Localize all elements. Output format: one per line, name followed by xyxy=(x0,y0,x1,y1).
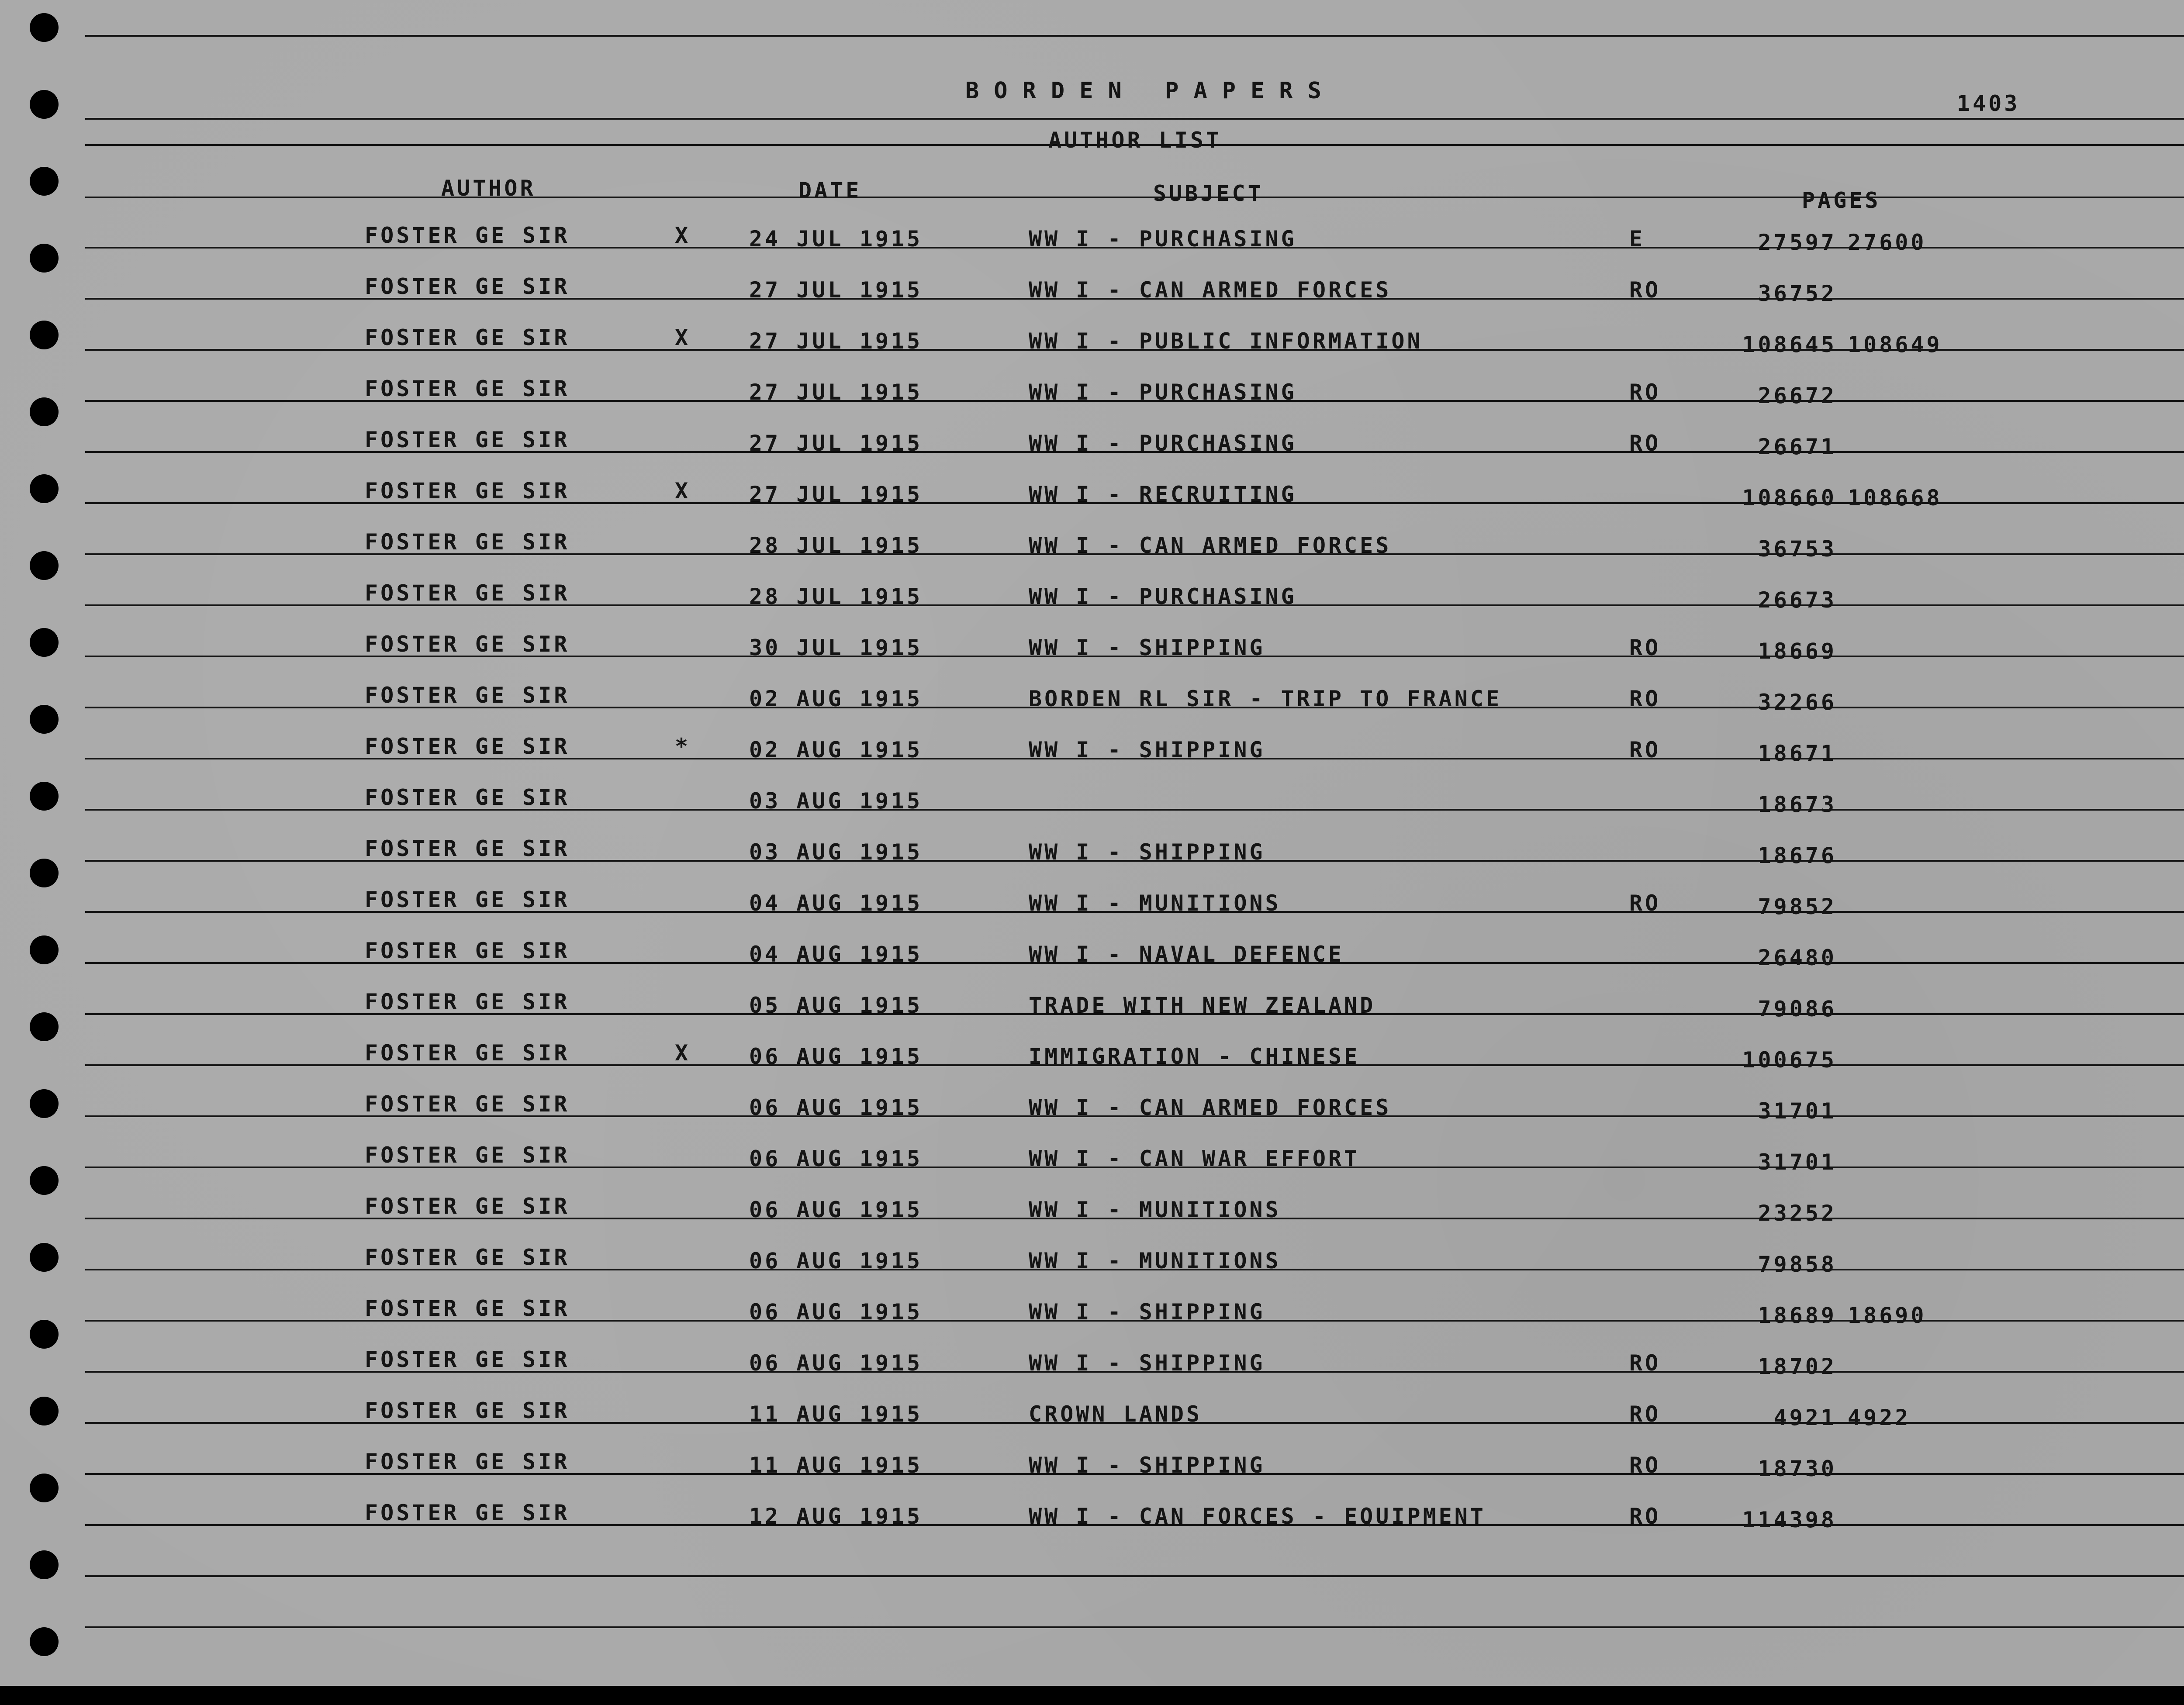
page-start-cell: 23252 xyxy=(1758,1201,1837,1226)
date-cell: 06 AUG 1915 xyxy=(749,1095,923,1120)
page-start-cell: 18676 xyxy=(1758,843,1837,868)
page-start-cell: 108645 xyxy=(1742,332,1837,357)
flag-cell: X xyxy=(675,223,691,248)
feed-hole xyxy=(30,551,59,580)
flag-cell: * xyxy=(675,734,691,759)
date-cell: 04 AUG 1915 xyxy=(749,942,923,967)
page-start-cell: 79858 xyxy=(1758,1252,1837,1277)
subject-cell: WW I - MUNITIONS xyxy=(1029,890,1281,916)
page-start-cell: 79086 xyxy=(1758,996,1837,1022)
page-start-cell: 114398 xyxy=(1742,1507,1837,1532)
page-end-cell: 27600 xyxy=(1848,230,1927,255)
author-cell: FOSTER GE SIR xyxy=(365,325,570,350)
date-cell: 27 JUL 1915 xyxy=(749,328,923,354)
date-cell: 02 AUG 1915 xyxy=(749,686,923,711)
subject-cell: WW I - NAVAL DEFENCE xyxy=(1029,942,1344,967)
column-header-author: AUTHOR xyxy=(441,176,536,201)
date-cell: 06 AUG 1915 xyxy=(749,1197,923,1222)
date-cell: 06 AUG 1915 xyxy=(749,1044,923,1069)
feed-hole xyxy=(30,1627,59,1656)
feed-hole xyxy=(30,935,59,964)
subject-cell: WW I - RECRUITING xyxy=(1029,482,1297,507)
page-start-cell: 18671 xyxy=(1758,741,1837,766)
page-start-cell: 26671 xyxy=(1758,434,1837,459)
author-cell: FOSTER GE SIR xyxy=(365,632,570,657)
code-cell: RO xyxy=(1629,277,1661,303)
subject-cell: WW I - PUBLIC INFORMATION xyxy=(1029,328,1423,354)
date-cell: 03 AUG 1915 xyxy=(749,788,923,814)
feed-hole xyxy=(30,13,59,42)
page-start-cell: 18669 xyxy=(1758,639,1837,664)
code-cell: RO xyxy=(1629,1350,1661,1376)
date-cell: 11 AUG 1915 xyxy=(749,1401,923,1427)
subject-cell: WW I - SHIPPING xyxy=(1029,839,1265,865)
code-cell: RO xyxy=(1629,686,1661,711)
code-cell: E xyxy=(1629,226,1645,252)
author-cell: FOSTER GE SIR xyxy=(365,274,570,299)
feed-hole xyxy=(30,1550,59,1579)
feed-hole xyxy=(30,1397,59,1425)
date-cell: 06 AUG 1915 xyxy=(749,1248,923,1274)
feed-hole xyxy=(30,474,59,503)
page-start-cell: 18730 xyxy=(1758,1456,1837,1481)
code-cell: RO xyxy=(1629,431,1661,456)
subject-cell: WW I - CAN ARMED FORCES xyxy=(1029,1095,1392,1120)
date-cell: 04 AUG 1915 xyxy=(749,890,923,916)
page-start-cell: 26673 xyxy=(1758,587,1837,613)
feed-hole xyxy=(30,1474,59,1502)
author-cell: FOSTER GE SIR xyxy=(365,376,570,401)
subject-cell: WW I - PURCHASING xyxy=(1029,226,1297,252)
subject-cell: WW I - SHIPPING xyxy=(1029,1299,1265,1325)
date-cell: 11 AUG 1915 xyxy=(749,1453,923,1478)
subject-cell: WW I - PURCHASING xyxy=(1029,584,1297,609)
author-cell: FOSTER GE SIR xyxy=(365,1142,570,1168)
date-cell: 05 AUG 1915 xyxy=(749,993,923,1018)
author-cell: FOSTER GE SIR xyxy=(365,478,570,504)
code-cell: RO xyxy=(1629,635,1661,660)
date-cell: 27 JUL 1915 xyxy=(749,380,923,405)
author-cell: FOSTER GE SIR xyxy=(365,1245,570,1270)
page-start-cell: 36752 xyxy=(1758,281,1837,306)
subject-cell: WW I - MUNITIONS xyxy=(1029,1248,1281,1274)
page-start-cell: 31701 xyxy=(1758,1149,1837,1175)
ruled-line xyxy=(85,118,2184,120)
author-cell: FOSTER GE SIR xyxy=(365,785,570,810)
feed-hole xyxy=(30,397,59,426)
code-cell: RO xyxy=(1629,1401,1661,1427)
subject-cell: WW I - CAN WAR EFFORT xyxy=(1029,1146,1360,1171)
subject-cell: BORDEN RL SIR - TRIP TO FRANCE xyxy=(1029,686,1502,711)
subject-cell: WW I - MUNITIONS xyxy=(1029,1197,1281,1222)
page-start-cell: 18673 xyxy=(1758,792,1837,817)
date-cell: 02 AUG 1915 xyxy=(749,737,923,763)
date-cell: 27 JUL 1915 xyxy=(749,277,923,303)
feed-hole xyxy=(30,321,59,349)
subject-cell: WW I - CAN ARMED FORCES xyxy=(1029,277,1392,303)
author-cell: FOSTER GE SIR xyxy=(365,836,570,861)
date-cell: 03 AUG 1915 xyxy=(749,839,923,865)
author-cell: FOSTER GE SIR xyxy=(365,1091,570,1117)
ruled-line xyxy=(85,35,2184,37)
author-cell: FOSTER GE SIR xyxy=(365,938,570,963)
author-cell: FOSTER GE SIR xyxy=(365,580,570,606)
feed-hole xyxy=(30,705,59,734)
column-header-pages: PAGES xyxy=(1802,188,1881,213)
page-start-cell: 32266 xyxy=(1758,690,1837,715)
page-start-cell: 26480 xyxy=(1758,945,1837,970)
page-end-cell: 108668 xyxy=(1848,485,1942,511)
author-cell: FOSTER GE SIR xyxy=(365,1296,570,1321)
subject-cell: WW I - PURCHASING xyxy=(1029,431,1297,456)
flag-cell: X xyxy=(675,325,691,350)
date-cell: 06 AUG 1915 xyxy=(749,1146,923,1171)
author-cell: FOSTER GE SIR xyxy=(365,223,570,248)
page-end-cell: 18690 xyxy=(1848,1303,1927,1328)
page-start-cell: 4921 xyxy=(1773,1405,1837,1430)
author-cell: FOSTER GE SIR xyxy=(365,529,570,555)
subject-cell: WW I - SHIPPING xyxy=(1029,1350,1265,1376)
ruled-line xyxy=(85,1575,2184,1577)
subject-cell: IMMIGRATION - CHINESE xyxy=(1029,1044,1360,1069)
code-cell: RO xyxy=(1629,737,1661,763)
date-cell: 28 JUL 1915 xyxy=(749,584,923,609)
author-cell: FOSTER GE SIR xyxy=(365,427,570,452)
author-cell: FOSTER GE SIR xyxy=(365,1194,570,1219)
author-cell: FOSTER GE SIR xyxy=(365,989,570,1015)
author-cell: FOSTER GE SIR xyxy=(365,1040,570,1066)
code-cell: RO xyxy=(1629,1453,1661,1478)
page-number: 1403 xyxy=(1957,91,2020,116)
page-end-cell: 108649 xyxy=(1848,332,1942,357)
date-cell: 27 JUL 1915 xyxy=(749,482,923,507)
page-start-cell: 36753 xyxy=(1758,536,1837,562)
page-start-cell: 27597 xyxy=(1758,230,1837,255)
page-start-cell: 108660 xyxy=(1742,485,1837,511)
subject-cell: WW I - CAN ARMED FORCES xyxy=(1029,533,1392,558)
code-cell: RO xyxy=(1629,380,1661,405)
feed-hole xyxy=(30,859,59,887)
feed-hole xyxy=(30,1320,59,1349)
page-start-cell: 100675 xyxy=(1742,1047,1837,1073)
feed-hole xyxy=(30,1089,59,1118)
code-cell: RO xyxy=(1629,1504,1661,1529)
column-header-subject: SUBJECT xyxy=(1153,181,1264,206)
subject-cell: CROWN LANDS xyxy=(1029,1401,1203,1427)
subject-cell: TRADE WITH NEW ZEALAND xyxy=(1029,993,1376,1018)
code-cell: RO xyxy=(1629,890,1661,916)
feed-hole xyxy=(30,244,59,273)
feed-hole xyxy=(30,782,59,811)
subject-cell: WW I - CAN FORCES - EQUIPMENT xyxy=(1029,1504,1486,1529)
feed-hole xyxy=(30,1243,59,1272)
document-title: BORDEN PAPERS xyxy=(965,78,1336,104)
date-cell: 12 AUG 1915 xyxy=(749,1504,923,1529)
date-cell: 27 JUL 1915 xyxy=(749,431,923,456)
page-start-cell: 79852 xyxy=(1758,894,1837,919)
feed-hole xyxy=(30,628,59,657)
page-start-cell: 18689 xyxy=(1758,1303,1837,1328)
author-cell: FOSTER GE SIR xyxy=(365,1500,570,1526)
page-start-cell: 31701 xyxy=(1758,1098,1837,1124)
date-cell: 24 JUL 1915 xyxy=(749,226,923,252)
ruled-line xyxy=(85,1626,2184,1628)
column-header-date: DATE xyxy=(798,178,862,203)
author-cell: FOSTER GE SIR xyxy=(365,1398,570,1423)
page-start-cell: 18702 xyxy=(1758,1354,1837,1379)
flag-cell: X xyxy=(675,1040,691,1066)
page-end-cell: 4922 xyxy=(1848,1405,1911,1430)
date-cell: 06 AUG 1915 xyxy=(749,1350,923,1376)
subject-cell: WW I - PURCHASING xyxy=(1029,380,1297,405)
author-cell: FOSTER GE SIR xyxy=(365,1449,570,1474)
feed-hole xyxy=(30,1166,59,1195)
subject-cell: WW I - SHIPPING xyxy=(1029,635,1265,660)
author-cell: FOSTER GE SIR xyxy=(365,683,570,708)
feed-hole xyxy=(30,90,59,119)
date-cell: 28 JUL 1915 xyxy=(749,533,923,558)
document-subtitle: AUTHOR LIST xyxy=(1048,128,1222,153)
subject-cell: WW I - SHIPPING xyxy=(1029,737,1265,763)
author-cell: FOSTER GE SIR xyxy=(365,887,570,912)
subject-cell: WW I - SHIPPING xyxy=(1029,1453,1265,1478)
flag-cell: X xyxy=(675,478,691,504)
feed-hole xyxy=(30,1012,59,1041)
feed-hole xyxy=(30,167,59,196)
author-cell: FOSTER GE SIR xyxy=(365,1347,570,1372)
date-cell: 30 JUL 1915 xyxy=(749,635,923,660)
author-cell: FOSTER GE SIR xyxy=(365,734,570,759)
date-cell: 06 AUG 1915 xyxy=(749,1299,923,1325)
page-start-cell: 26672 xyxy=(1758,383,1837,408)
